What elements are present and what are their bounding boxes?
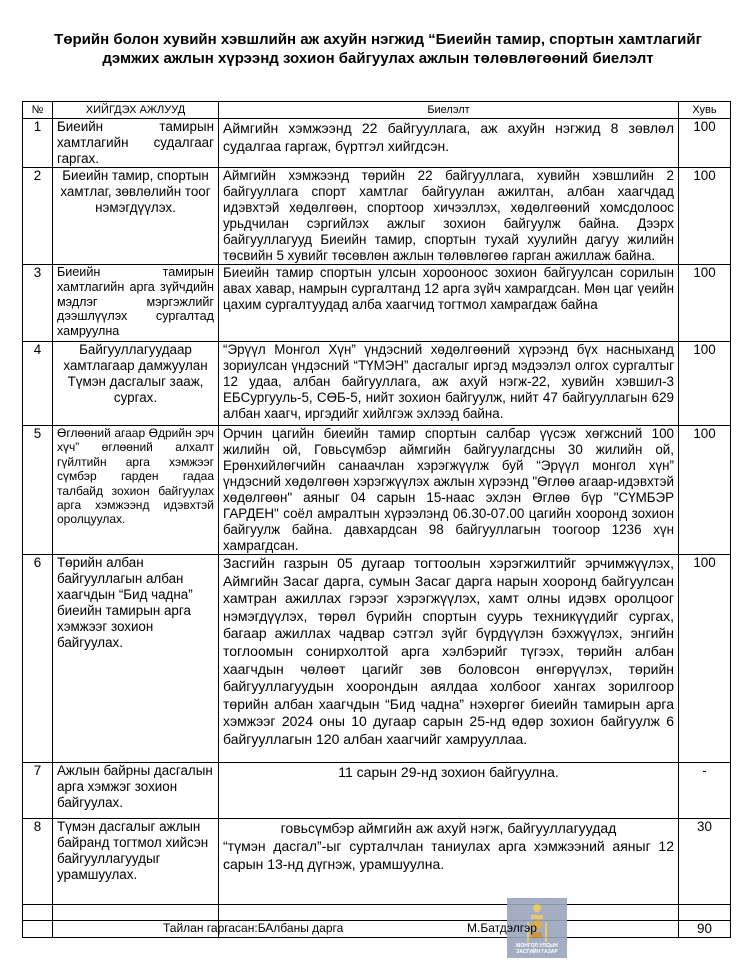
- row-number: 3: [23, 265, 53, 342]
- document-title: Төрийн болон хувийн хэвшлийн аж ахуйн нэгжид “Биеийн тамир, спортын хамтлагийг дэмжих ажлын хүрээнд зохион байгуулах ажлын төлөвлөгөөний биелэлт: [54, 31, 702, 67]
- table-row: [23, 763, 731, 819]
- table-row: [23, 342, 731, 426]
- row-activity: Түмэн дасгалыг ажлын байранд тогтмол хийсэн байгууллагуудыг урамшуулах.: [53, 819, 219, 905]
- row-percent: 30: [679, 819, 731, 905]
- row-activity: Биеийн тамирын хамтлагийн судалгааг гаргах.: [53, 119, 219, 168]
- header-number: №: [23, 102, 53, 119]
- row-percent: 100: [679, 555, 731, 763]
- table-row: [23, 426, 731, 555]
- row-result: Аймгийн хэмжээнд төрийн 22 байгууллага, хувийн хэвшлийн 2 байгууллага спорт хамтлаг байгуулан ажилтан, албан хаагчдад идэвхтэй хөдөлгөөн, спортоор хичээллэх, хөдөлгөөний хомсдолоос урьдчилан сэргийлэх ажлыг зохион байгуулж байна. Дээрх байгууллагууд Биеийн тамир, спортын тухай хуулийн дагуу жилийн төсвийн 5 хувийг төсөвлөн ажлын төлөвлөгөө гарган ажиллаж байна.: [219, 168, 679, 265]
- blank-cell: [53, 905, 219, 921]
- blank-cell: [23, 921, 53, 938]
- row-activity: Төрийн албан байгууллагын албан хаагчдын “Бид чадна” биеийн тамирын арга хэмжээг зохион байгуулах.: [53, 555, 219, 763]
- row-number: 1: [23, 119, 53, 168]
- row-result: “Эрүүл Монгол Хүн” үндэсний хөдөлгөөний хүрээнд бүх насныханд зориулсан үндэсний “ТҮМЭН” дасгалыг иргэд мэдээлэл олгох сургалтыг 12 удаа, албан байгууллага, аж ахуй нэгж-22, хувийн хэвшил-3 ЕБСургууль-5, СӨБ-5, нийт зохион байгуулж, нийт 47 байгууллагын 629 албан хаагч, иргэдийг хийлгэж эхлээд байна.: [219, 342, 679, 426]
- signatory-name: М.Батдэлгэр: [467, 921, 537, 935]
- result-line-1: говьсүмбэр аймгийн аж ахуй нэгж, байгууллагуудад: [280, 820, 617, 836]
- blank-cell: [23, 905, 53, 921]
- row-number: 2: [23, 168, 53, 265]
- row-number: 5: [23, 426, 53, 555]
- table-row: [23, 265, 731, 342]
- row-percent: -: [679, 763, 731, 819]
- row-percent: 100: [679, 168, 731, 265]
- row-result: Засгийн газрын 05 дугаар тогтоолын хэрэгжилтийг эрчимжүүлэх, Аймгийн Засаг дарга, сумын Засаг дарга нарын хооронд байгуулсан хамтран ажиллах гэрээг хэрэгжүүлэх, хамт олны идэвх оролцоог нэмэгдүүлэх, төрөл бүрийн спортын суурь техникүүдийг сургах, багаар ажиллах чадвар сэтгэл зүйг бүрдүүлэн бэхжүүлэх, энгийн тоглоомын сонирхолтой арга хэлбэрийг түгээх, төрийн албан хаагчдын чөлөөт цагийг зөв боловсон өнгөрүүлэх, төрийн байгууллагуудын хоорондын аялдаа холбоог хангах зорилгоор төрийн албан хаагчдын “Бид чадна” нэхөргөг биеийн тамирын арга хэмжээг 2024 оны 10 дугаар сарын 25-нд өдөр зохион байгуулж 6 байгууллагын 120 албан хаагчийг хамрууллаа.: [219, 555, 679, 763]
- row-activity: Өглөөний агаар Өдрийн эрч хүч” өглөөний алхалт гүйлтийн арга хэмжээг сүмбэр гарден гадаа талбайд зохион байгуулах арга хэмжээнд идэвхтэй оролцуулах.: [53, 426, 219, 555]
- blank-cell: [679, 905, 731, 921]
- blank-cell: [219, 905, 679, 921]
- row-percent: 100: [679, 119, 731, 168]
- row-percent: 100: [679, 342, 731, 426]
- row-number: 6: [23, 555, 53, 763]
- table-row-blank: [23, 905, 731, 921]
- prepared-by-label: Тайлан гаргасан:БАлбаны дарга: [163, 921, 344, 935]
- seal-caption: МОНГОЛ УЛСЫН ЗАСГИЙН ГАЗАР: [516, 943, 558, 955]
- row-activity: Байгууллагуудаар хамтлагаар дамжуулан Түмэн дасгалыг зааж, сургах.: [53, 342, 219, 426]
- row-activity: Биеийн тамирын хамтлагийн арга зүйчдийн мэдлэг мэргэжлийг дээшлүүлэх сургалтад хамруулна: [53, 265, 219, 342]
- row-number: 4: [23, 342, 53, 426]
- row-result: Биеийн тамир спортын улсын хорооноос зохион байгуулсан сорилын авах хавар, намрын сургалтанд 12 арга зүйч хамрагдсан. Мөн цаг үеийн цахим сургалтуудад алба хаагчид тогтмол хамрагдаж байна: [219, 265, 679, 342]
- table-row: [23, 168, 731, 265]
- table-total-row: [23, 921, 731, 938]
- row-percent: 100: [679, 265, 731, 342]
- header-result: Биелэлт: [219, 102, 679, 119]
- row-result: Аймгийн хэмжээнд 22 байгууллага, аж ахуйн нэгжид 8 зөвлөл судалгаа гаргаж, бүртгэл хийгдсэн.: [219, 119, 679, 168]
- header-percent: Хувь: [679, 102, 731, 119]
- total-percent: 90: [679, 921, 731, 938]
- row-result: [219, 819, 679, 905]
- header-activities: ХИЙГДЭХ АЖЛУУД: [53, 102, 219, 119]
- table-header-row: [23, 102, 731, 119]
- row-result: Орчин цагийн биеийн тамир спортын салбар үүсэж хөгжсний 100 жилийн ой, Говьсүмбэр аймгийн байгуулагдсны 30 жилийн ой, Ерөнхийлөгчийн санаачлан хэрэгжүүлж буй “Эрүүл монгол хүн” үндэсний хөдөлгөөн хэрэгжүүлэх ажлын хүрээнд "Өглөө агаар-идэвхтэй хөдөлгөөн" аяныг 04 сарын 15-наас эхлэн Өглөө бүр "СҮМБЭР ГАРДЕН" соёл амралтын хүрээлэнд 06.30-07.00 цагийн хооронд зохион байгуулж байна. давхардсан 98 байгууллагын тоогоор 1236 хүн хамрагдсан.: [219, 426, 679, 555]
- row-activity: Ажлын байрны дасгалын арга хэмжэг зохион байгуулах.: [53, 763, 219, 819]
- row-activity: Биеийн тамир, спортын хамтлаг, зөвлөлийн тоог нэмэгдүүлэх.: [53, 168, 219, 265]
- result-line-2: “түмэн дасгал”-ыг сурталчлан таниулах арга хэмжээний аяныг 12 сарын 13-нд дүгнэж, урамшуулна.: [223, 838, 674, 872]
- row-percent: 100: [679, 426, 731, 555]
- row-number: 8: [23, 819, 53, 905]
- table-row: [23, 819, 731, 905]
- table-row: [23, 555, 731, 763]
- table-row: [23, 119, 731, 168]
- row-result: 11 сарын 29-нд зохион байгуулна.: [219, 763, 679, 819]
- plan-table: [22, 101, 731, 938]
- row-number: 7: [23, 763, 53, 819]
